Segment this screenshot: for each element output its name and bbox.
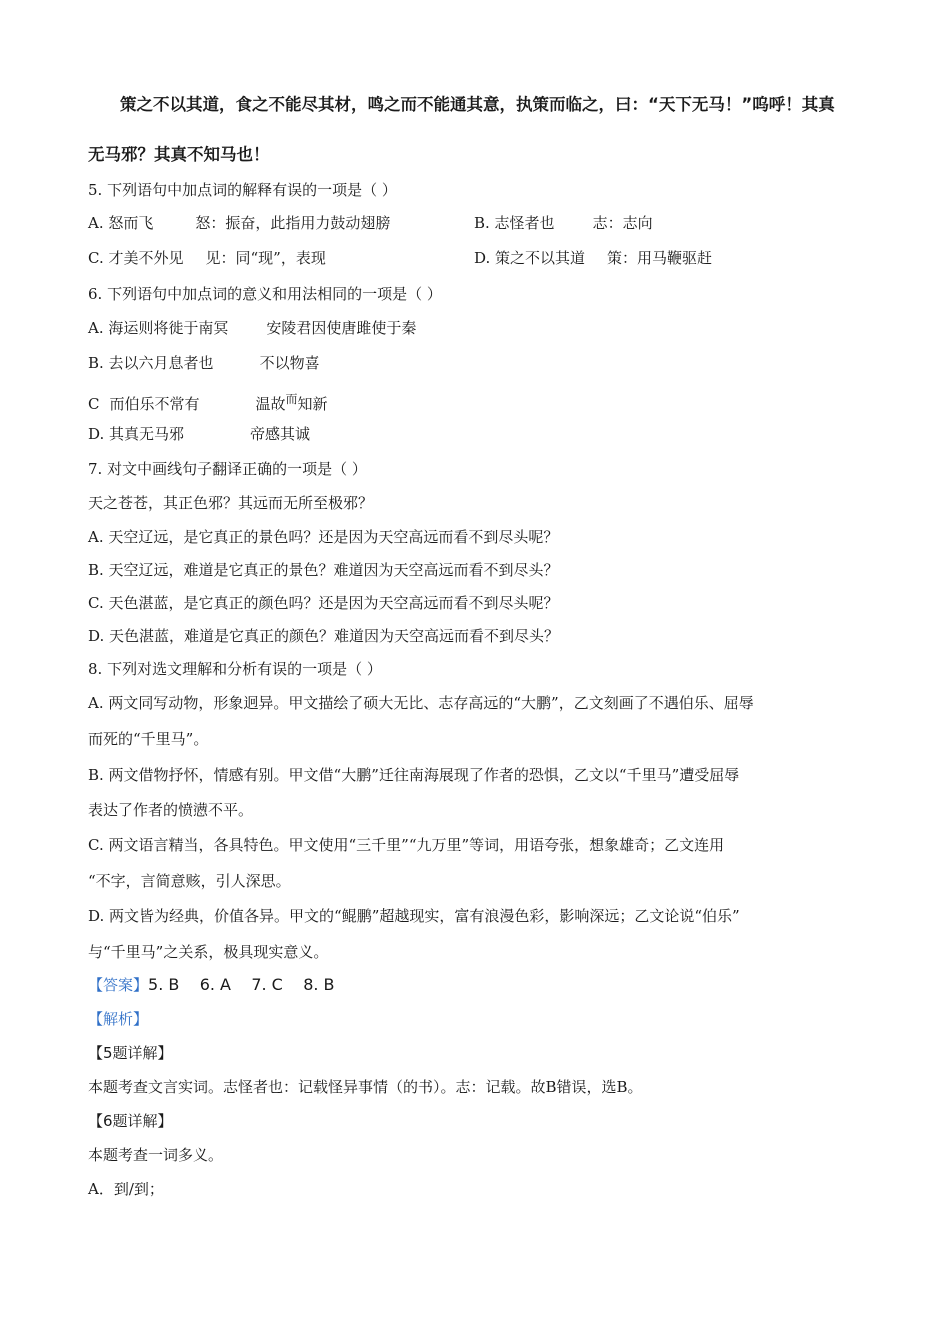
q5-analysis-text: 本题考查文言实词。志怪者也：记载怪异事情（的书）。志：记载。故B错误，选B。 xyxy=(88,1078,643,1096)
q7-option-a: A. 天空辽远，是它真正的景色吗？还是因为天空高远而看不到尽头呢？ xyxy=(88,528,559,546)
q7-sentence: 天之苍苍，其正色邪？其远而无所至极邪？ xyxy=(88,494,374,512)
q6-b-first: B. 去以六月息者也 xyxy=(88,354,214,372)
q6-option-c xyxy=(88,389,328,414)
analysis-label: 【解析】 xyxy=(88,1010,149,1028)
answer-label: 【答案】 xyxy=(88,976,149,994)
q6-c-second-b: 而 xyxy=(285,392,298,406)
q6-analysis-text: 本题考查一词多义。 xyxy=(88,1146,224,1164)
q5-option-b xyxy=(474,213,653,233)
q5-option-a xyxy=(88,213,390,233)
passage-line-2: 无马邪？其真不知马也！ xyxy=(88,145,270,164)
q7-option-c: C. 天色湛蓝，是它真正的颜色吗？还是因为天空高远而看不到尽头呢？ xyxy=(88,594,559,612)
q7-stem: 7. 对文中画线句子翻译正确的一项是（ ） xyxy=(88,460,367,478)
q6-a-first: A. 海运则将徙于南冥 xyxy=(88,319,229,337)
q6-option-a xyxy=(88,318,416,338)
q5-option-d xyxy=(474,248,712,268)
q5-a-note: 怒：振奋，此指用力鼓动翅膀 xyxy=(195,214,391,232)
q6-b-second: 不以物喜 xyxy=(259,354,320,372)
q5-analysis-title: 【5题详解】 xyxy=(88,1044,173,1062)
q6-option-b xyxy=(88,353,320,373)
q6-d-second: 帝感其诚 xyxy=(250,425,311,443)
q8-option-d-line2: 与“千里马”之关系，极具现实意义。 xyxy=(88,943,329,961)
q5-a-text: A. 怒而飞 xyxy=(88,214,154,232)
q5-stem: 5. 下列语句中加点词的解释有误的一项是（ ） xyxy=(88,181,397,199)
q6-option-d xyxy=(88,424,310,444)
q8-option-b-line1: B. 两文借物抒怀，情感有别。甲文借“大鹏”迁往南海展现了作者的恐惧，乙文以“千里马”遭受屈辱 xyxy=(88,766,740,784)
q8-stem: 8. 下列对选文理解和分析有误的一项是（ ） xyxy=(88,660,382,678)
q7-option-b: B. 天空辽远，难道是它真正的景色？难道因为天空高远而看不到尽头？ xyxy=(88,561,559,579)
q5-b-text: B. 志怪者也 xyxy=(474,214,555,232)
q6-c-first: 而伯乐不常有 xyxy=(109,395,200,413)
q6-a-second: 安陵君因使唐雎使于秦 xyxy=(266,319,417,337)
q8-option-b-line2: 表达了作者的愤懑不平。 xyxy=(88,801,254,819)
q5-option-c xyxy=(88,248,326,268)
answer-text: 5. B 6. A 7. C 8. B xyxy=(148,975,335,994)
q5-d-note: 策：用马鞭驱赶 xyxy=(607,249,713,267)
q6-analysis-a: A．到/到； xyxy=(88,1180,164,1198)
q6-c-second-a: 温故 xyxy=(255,395,286,413)
q8-option-d-line1: D. 两文皆为经典，价值各异。甲文的“鲲鹏”超越现实，富有浪漫色彩，影响深远；乙文论说“伯乐” xyxy=(88,907,740,925)
q5-d-text: D. 策之不以其道 xyxy=(474,249,586,267)
q6-stem: 6. 下列语句中加点词的意义和用法相同的一项是（ ） xyxy=(88,285,442,303)
q8-option-a-line1: A. 两文同写动物，形象迥异。甲文描绘了硕大无比、志存高远的“大鹏”，乙文刻画了不遇伯乐、屈辱 xyxy=(88,694,754,712)
q8-option-c-line2: “不字，言简意赅，引人深思。 xyxy=(88,872,291,890)
answer-line xyxy=(88,975,335,995)
q5-b-note: 志：志向 xyxy=(592,214,653,232)
q6-d-first: D. 其真无马邪 xyxy=(88,425,185,443)
q8-option-c-line1: C. 两文语言精当，各具特色。甲文使用“三千里”“九万里”等词，用语夸张，想象雄奇；乙文连用 xyxy=(88,836,725,854)
q5-c-note: 见：同“现”，表现 xyxy=(205,249,326,267)
q5-c-text: C. 才美不外见 xyxy=(88,249,184,267)
q7-option-d: D. 天色湛蓝，难道是它真正的颜色？难道因为天空高远而看不到尽头？ xyxy=(88,627,560,645)
q8-option-a-line2: 而死的“千里马”。 xyxy=(88,730,209,748)
q6-c-second-c: 知新 xyxy=(297,395,328,413)
q6-analysis-title: 【6题详解】 xyxy=(88,1112,173,1130)
passage-line-1: 策之不以其道，食之不能尽其材，鸣之而不能通其意，执策而临之，曰：“天下无马！”呜呼！其真 xyxy=(120,95,835,114)
q6-c-label: C xyxy=(88,395,100,413)
